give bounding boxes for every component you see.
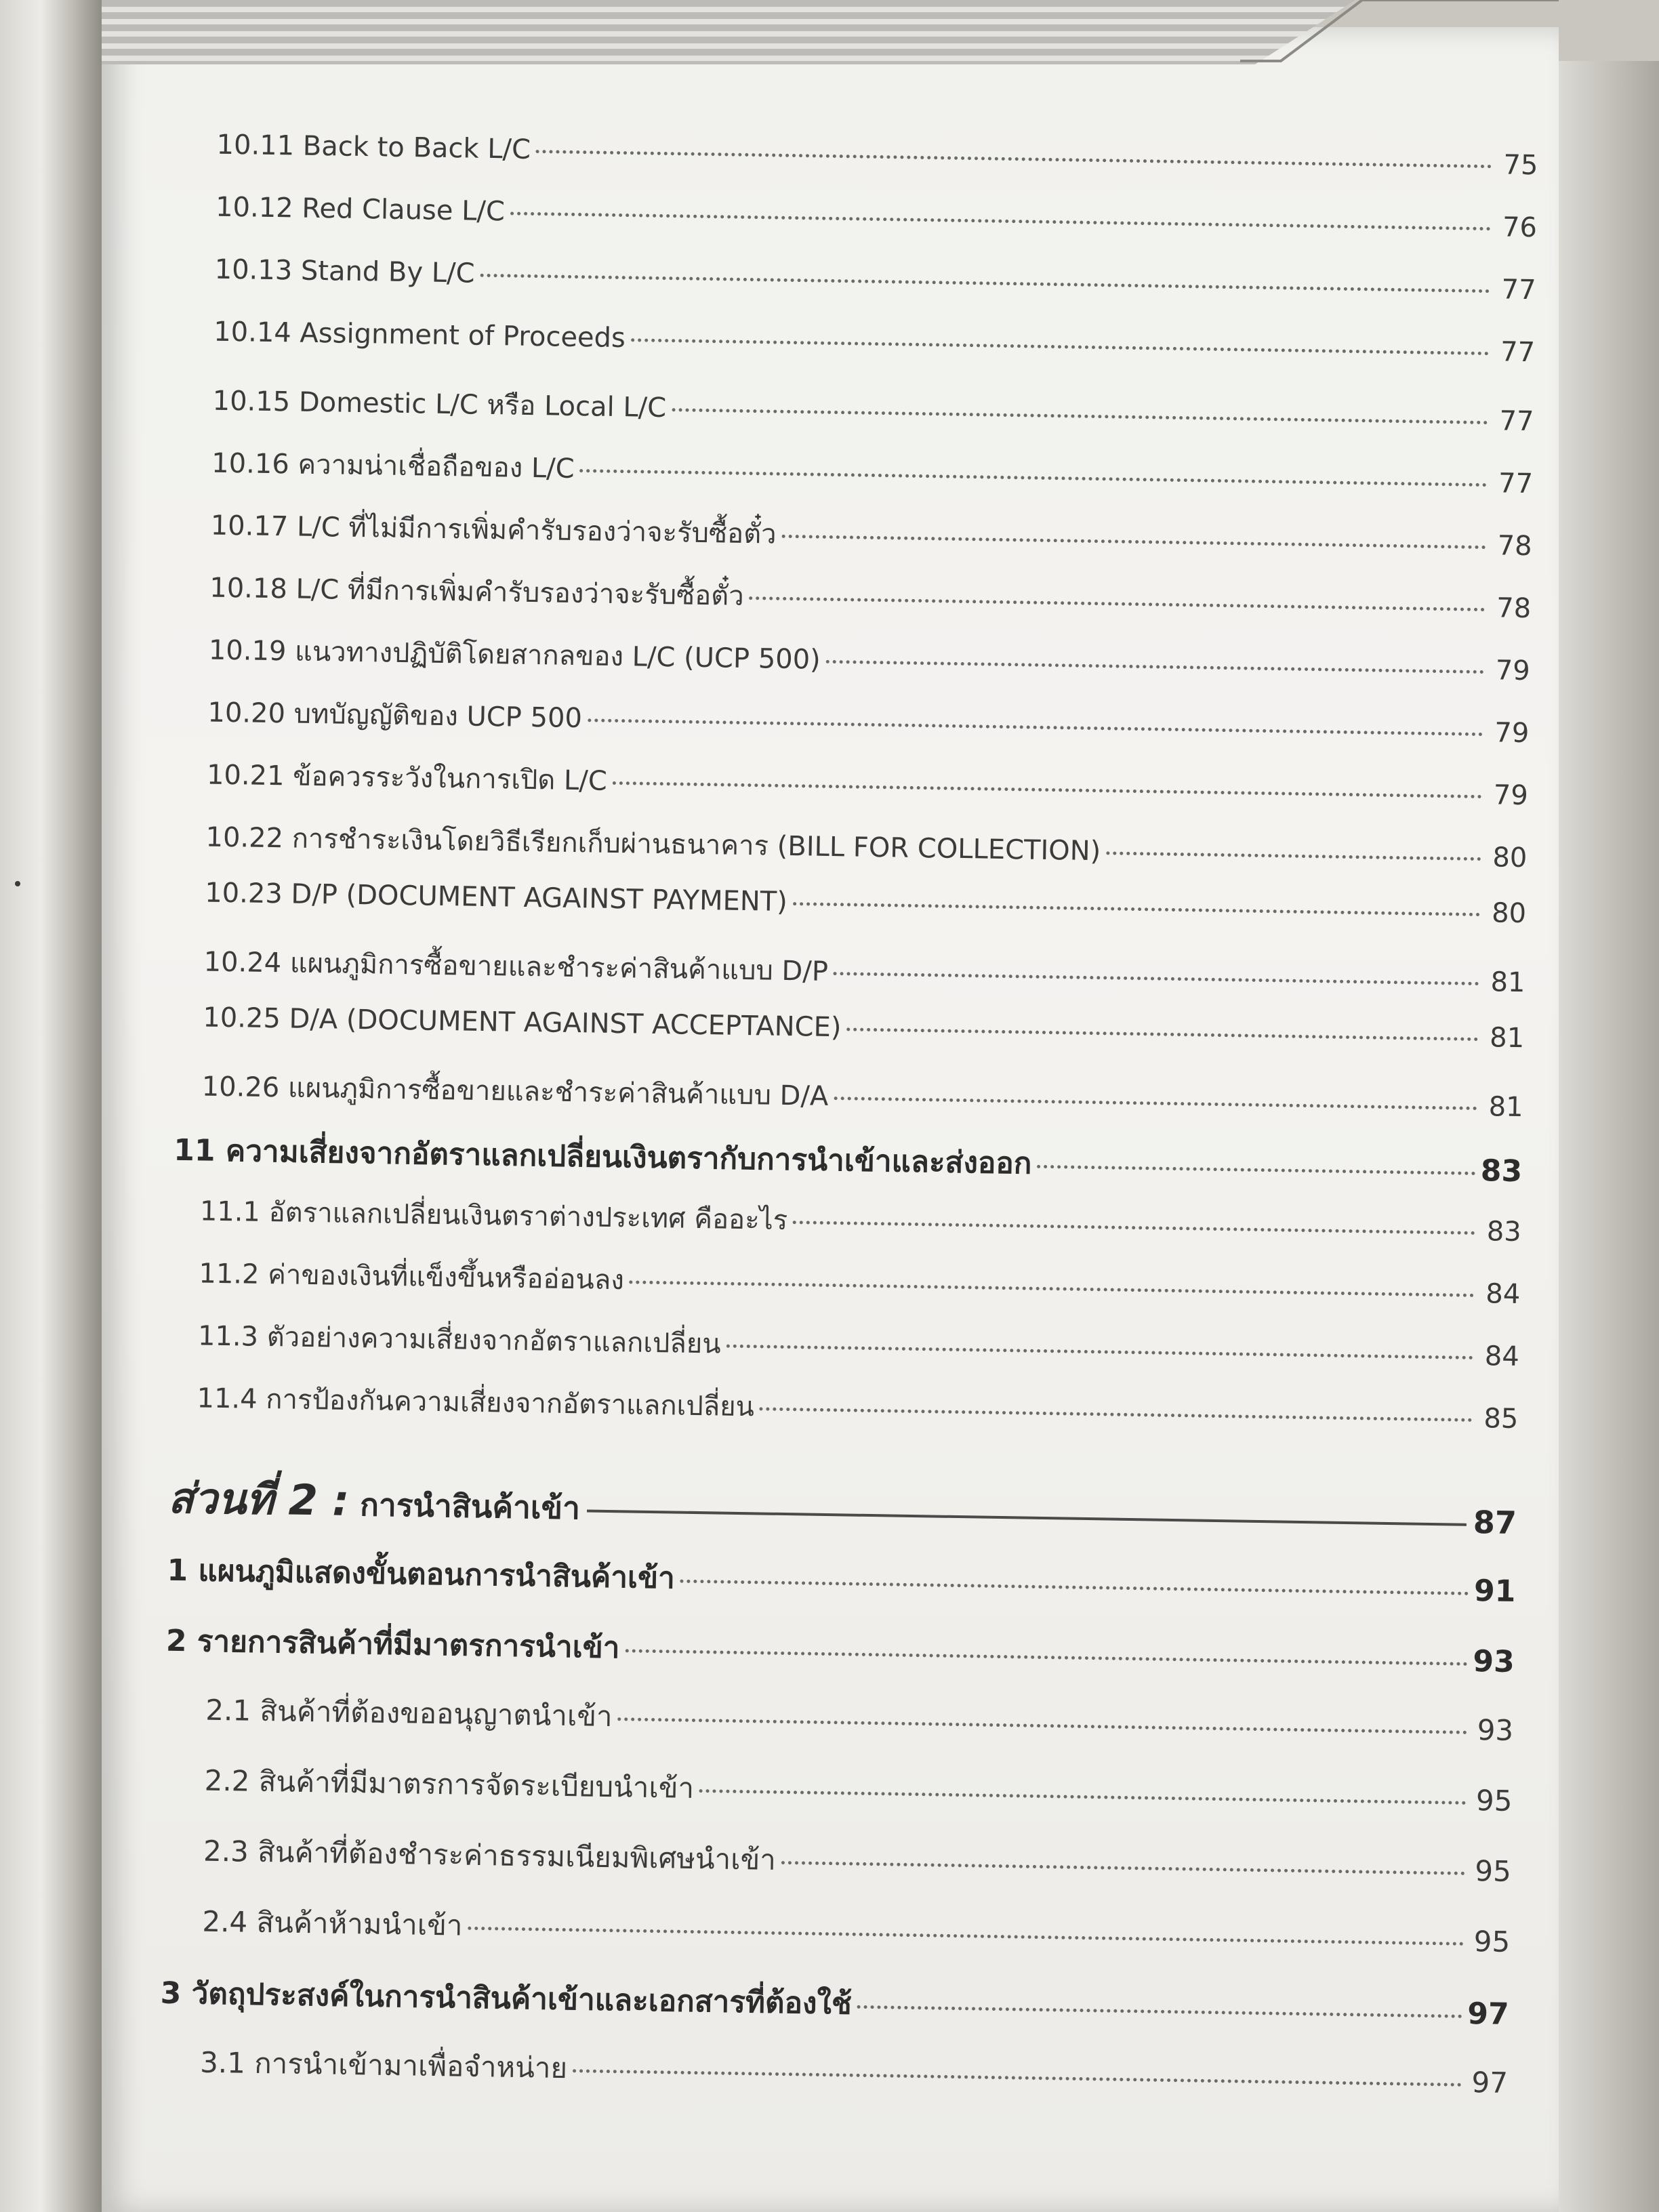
toc-entry-page: 84 bbox=[1485, 1278, 1521, 1311]
toc-dot-leader bbox=[782, 535, 1486, 549]
toc-entry-page: 81 bbox=[1489, 1022, 1525, 1054]
toc-entry-label: 11.1 อัตราแลกเปลี่ยนเงินตราต่างประเทศ คืออะไร bbox=[199, 1195, 788, 1237]
toc-entry-label: 10.16 ความน่าเชื่อถือของ L/C bbox=[211, 447, 575, 485]
toc-entry-label: 10.18 L/C ที่มีการเพิ่มคำรับรองว่าจะรับซื้อตั๋ว bbox=[209, 572, 745, 612]
toc-chapter-page: 83 bbox=[1480, 1153, 1523, 1189]
toc-dot-leader bbox=[630, 1280, 1474, 1297]
toc-entry-label: 10.23 D/P (DOCUMENT AGAINST PAYMENT) bbox=[204, 877, 788, 918]
part-subtitle: การนำสินค้าเข้า bbox=[359, 1486, 581, 1527]
toc-chapter-page: 97 bbox=[1467, 1996, 1509, 2032]
header-decoration bbox=[102, 0, 1355, 64]
toc-dot-leader bbox=[1106, 851, 1481, 861]
toc-entry-label: 2.3 สินค้าที่ต้องชำระค่าธรรมเนียมพิเศษนำเข้า bbox=[203, 1834, 777, 1877]
toc-entry-label: 2.1 สินค้าที่ต้องขออนุญาตนำเข้า bbox=[205, 1693, 613, 1734]
toc-dot-leader bbox=[793, 1221, 1475, 1235]
toc-dot-leader bbox=[631, 338, 1489, 355]
toc-dot-leader bbox=[826, 660, 1484, 674]
toc-entry-page: 79 bbox=[1493, 779, 1529, 812]
toc-dot-leader bbox=[760, 1407, 1472, 1422]
toc-entry-page: 97 bbox=[1471, 2066, 1509, 2100]
toc-chapter-label: 11 ความเสี่ยงจากอัตราแลกเปลี่ยนเงินตรากับการนำเข้าและส่งออก bbox=[173, 1132, 1032, 1181]
toc-entry-label: 11.2 ค่าของเงินที่แข็งขึ้นหรืออ่อนลง bbox=[199, 1258, 625, 1296]
toc-entry-page: 95 bbox=[1473, 1925, 1511, 1959]
part-page: 87 bbox=[1473, 1504, 1517, 1542]
toc-entry-page: 79 bbox=[1495, 655, 1531, 687]
toc-entry-label: 10.22 การชำระเงินโดยวิธีเรียกเก็บผ่านธนาคาร (BILL FOR COLLECTION) bbox=[205, 821, 1101, 867]
toc-dot-leader bbox=[588, 718, 1483, 736]
toc-entry-page: 77 bbox=[1501, 274, 1536, 306]
toc-dot-leader bbox=[680, 1580, 1469, 1595]
toc-entry-page: 76 bbox=[1502, 211, 1538, 244]
toc-chapter-label: 1 แผนภูมิแสดงขั้นตอนการนำสินค้าเข้า bbox=[167, 1553, 676, 1596]
table-of-contents bbox=[159, 129, 1538, 2131]
toc-entry-page: 79 bbox=[1494, 717, 1530, 750]
toc-dot-leader bbox=[1037, 1165, 1475, 1175]
toc-entry-label: 3.1 การนำเข้ามาเพื่อจำหน่าย bbox=[199, 2045, 568, 2085]
toc-dot-leader bbox=[834, 972, 1479, 985]
toc-entry-page: 93 bbox=[1477, 1713, 1514, 1747]
toc-chapter-page: 93 bbox=[1473, 1644, 1515, 1679]
toc-dot-leader bbox=[846, 1027, 1478, 1041]
part-title: ส่วนที่ 2 : bbox=[167, 1473, 350, 1525]
toc-entry-label: 10.24 แผนภูมิการซื้อขายและชำระค่าสินค้าแบบ D/P bbox=[203, 946, 829, 987]
toc-entry-page: 84 bbox=[1484, 1340, 1520, 1373]
toc-dot-leader bbox=[781, 1861, 1465, 1875]
toc-entry-page: 81 bbox=[1488, 1091, 1523, 1124]
toc-entry-label: 10.11 Back to Back L/C bbox=[216, 129, 531, 165]
toc-entry-label: 2.4 สินค้าห้ามนำเข้า bbox=[202, 1904, 463, 1942]
page-speck bbox=[15, 881, 20, 886]
toc-entry-label: 10.26 แผนภูมิการซื้อขายและชำระค่าสินค้าแบบ D/A bbox=[201, 1071, 829, 1112]
toc-dot-leader bbox=[480, 274, 1490, 293]
toc-entry-label: 11.4 การป้องกันความเสี่ยงจากอัตราแลกเปลี่ยน bbox=[197, 1382, 755, 1423]
toc-dot-leader bbox=[726, 1345, 1473, 1359]
toc-entry-page: 95 bbox=[1475, 1784, 1513, 1818]
toc-dot-leader bbox=[468, 1927, 1464, 1946]
header-corner-decoration bbox=[1240, 0, 1559, 75]
toc-entry-label: 2.2 สินค้าที่มีมาตรการจัดระเบียบนำเข้า bbox=[204, 1763, 695, 1805]
toc-entry-label: 10.20 บทบัญญัติของ UCP 500 bbox=[207, 697, 583, 735]
book-spine bbox=[0, 0, 102, 2212]
toc-dot-leader bbox=[857, 2005, 1462, 2018]
toc-entry-label: 10.14 Assignment of Proceeds bbox=[213, 316, 626, 354]
toc-dot-leader bbox=[672, 408, 1488, 424]
toc-dot-leader bbox=[750, 596, 1486, 611]
toc-entry-label: 10.17 L/C ที่ไม่มีการเพิ่มคำรับรองว่าจะรับซื้อตั๋ว bbox=[210, 510, 777, 550]
toc-dot-leader bbox=[793, 902, 1480, 916]
toc-entry-page: 77 bbox=[1498, 468, 1534, 500]
toc-entry-page: 83 bbox=[1486, 1216, 1522, 1248]
page-edge bbox=[1559, 61, 1659, 2212]
toc-dot-leader bbox=[625, 1649, 1467, 1666]
toc-entry-page: 77 bbox=[1500, 336, 1536, 369]
toc-entry-label: 10.15 Domestic L/C หรือ Local L/C bbox=[212, 385, 667, 424]
toc-entry-label: 10.13 Stand By L/C bbox=[214, 253, 475, 289]
toc-dot-leader bbox=[573, 2069, 1462, 2087]
toc-entry-label: 11.3 ตัวอย่างความเสี่ยงจากอัตราแลกเปลี่ยน bbox=[197, 1320, 721, 1360]
toc-chapter-label: 2 รายการสินค้าที่มีมาตรการนำเข้า bbox=[165, 1623, 620, 1666]
toc-entry-label: 10.19 แนวทางปฏิบัติโดยสากลของ L/C (UCP 500) bbox=[208, 634, 821, 676]
toc-entry-page: 81 bbox=[1490, 966, 1525, 999]
toc-entry-page: 95 bbox=[1475, 1854, 1512, 1888]
toc-chapter-label: 3 วัตถุประสงค์ในการนำสินค้าเข้าและเอกสารที่ต้องใช้ bbox=[160, 1975, 853, 2022]
toc-dot-leader bbox=[834, 1097, 1477, 1110]
toc-dot-leader bbox=[580, 469, 1487, 487]
toc-chapter-page: 91 bbox=[1473, 1574, 1516, 1609]
toc-entry-page: 80 bbox=[1492, 842, 1528, 874]
toc-entry-page: 75 bbox=[1503, 149, 1538, 182]
toc-entry-page: 78 bbox=[1496, 592, 1532, 625]
toc-entry-label: 10.25 D/A (DOCUMENT AGAINST ACCEPTANCE) bbox=[203, 1002, 842, 1044]
toc-entry-page: 77 bbox=[1499, 405, 1534, 438]
toc-entry-page: 80 bbox=[1491, 897, 1527, 930]
toc-entry-label: 10.21 ข้อควรระวังในการเปิด L/C bbox=[206, 759, 608, 797]
toc-dot-leader bbox=[613, 781, 1482, 798]
toc-dot-leader bbox=[536, 150, 1492, 168]
toc-entry-page: 78 bbox=[1497, 530, 1532, 562]
toc-entry-page: 85 bbox=[1483, 1403, 1519, 1435]
toc-dot-leader bbox=[699, 1789, 1466, 1805]
part-rule-line bbox=[587, 1509, 1467, 1525]
toc-entry-label: 10.12 Red Clause L/C bbox=[215, 191, 506, 228]
toc-dot-leader bbox=[618, 1717, 1468, 1734]
toc-dot-leader bbox=[510, 211, 1491, 230]
